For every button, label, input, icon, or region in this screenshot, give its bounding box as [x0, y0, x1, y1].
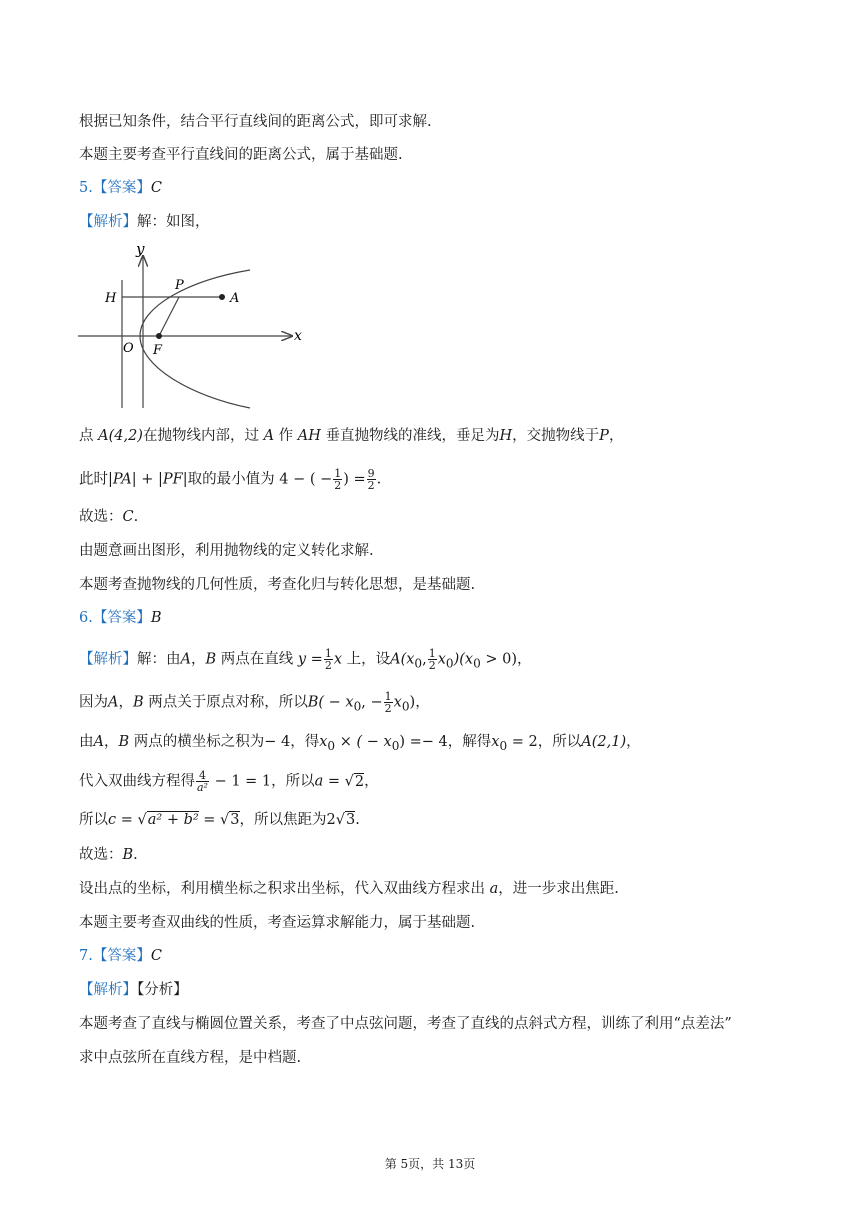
point-a [219, 294, 225, 300]
q5-method: 由题意画出图形，利用抛物线的定义转化求解. [79, 543, 374, 559]
q6-line-5: 所以c = √a² + b² = √3，所以焦距为2√3. [79, 812, 360, 828]
q6-line-1: 【解析】解：由A，B 两点在直线 y = $\frac{1}{2}$ x 上，设$A(x_0$, $\frac{1}{2}$ $x_0)(x_0 > 0)$， [79, 647, 532, 672]
label-o: O [123, 341, 134, 356]
q7-line-2: 求中点弦所在直线方程，是中档题. [79, 1050, 302, 1066]
q7-line-1: 本题考查了直线与椭圆位置关系，考查了中点弦问题，考查了直线的点斜式方程，训练了利用“点差法” [79, 1016, 732, 1032]
fraction: $\frac{9}{2}$ [367, 467, 375, 492]
q5-choose: 故选：C. [79, 509, 139, 525]
q5-line-2: 此时|PA| + |PF|取的最小值为 4 − ( − $\frac{1}{2}$ ) = $\frac{9}{2}$ . [79, 467, 382, 492]
fraction: $\frac{1}{2}$ [324, 647, 332, 672]
q5-summary: 本题考查抛物线的几何性质，考查化归与转化思想，是基础题. [79, 577, 476, 593]
label-y: y [136, 240, 145, 258]
q6-method: 设出点的坐标，利用横坐标之积求出坐标，代入双曲线方程求出 a，进一步求出焦距. [79, 881, 619, 897]
q6-line-4: 代入双曲线方程得 $\frac{4}{\text{a²}}$ − 1 = 1，所以a = √2， [79, 769, 379, 794]
q7-answer: 7.【答案】C [79, 948, 162, 964]
q5-line-1: 点 A(4,2)在抛物线内部，过 A 作 AH 垂直抛物线的准线，垂足为H，交抛物线于P， [79, 428, 624, 444]
fraction: $\frac{1}{2}$ [428, 647, 436, 672]
q6-summary: 本题主要考查双曲线的性质，考查运算求解能力，属于基础题. [79, 915, 476, 931]
q6-line-2: 因为A，B 两点关于原点对称，所以$B( - x_0$, − $\frac{1}{2}$ $x_0$)， [79, 690, 430, 715]
page-footer: 第 5页，共 13页 [384, 1157, 476, 1171]
q6-choose: 故选：B. [79, 847, 138, 863]
fraction: $\frac{1}{2}$ [334, 467, 342, 492]
fraction: $\frac{1}{2}$ [384, 690, 392, 715]
label-p: P [175, 278, 184, 293]
label-a: A [230, 291, 240, 306]
point-f [156, 333, 162, 339]
fraction: $\frac{4}{\text{a²}}$ [197, 769, 208, 794]
label-f: F [153, 343, 163, 358]
q5-analysis-heading: 【解析】解：如图， [79, 214, 210, 230]
label-h: H [105, 291, 117, 306]
q6-line-3: 由A，B 两点的横坐标之积为− 4，得$x_0$ × ( − $x_0) =- 4$，解得$x_0 = 2$，所以A(2,1)， [79, 734, 641, 753]
parabola-figure [70, 236, 310, 414]
text-line: 根据已知条件，结合平行直线间的距离公式，即可求解. [79, 114, 432, 130]
q5-answer: 5.【答案】C [79, 180, 162, 196]
q6-answer: 6.【答案】B [79, 610, 162, 626]
label-x: x [294, 328, 302, 344]
q7-analysis-heading: 【解析】【分析】 [79, 982, 188, 998]
text-line: 本题主要考查平行直线间的距离公式，属于基础题. [79, 147, 403, 163]
